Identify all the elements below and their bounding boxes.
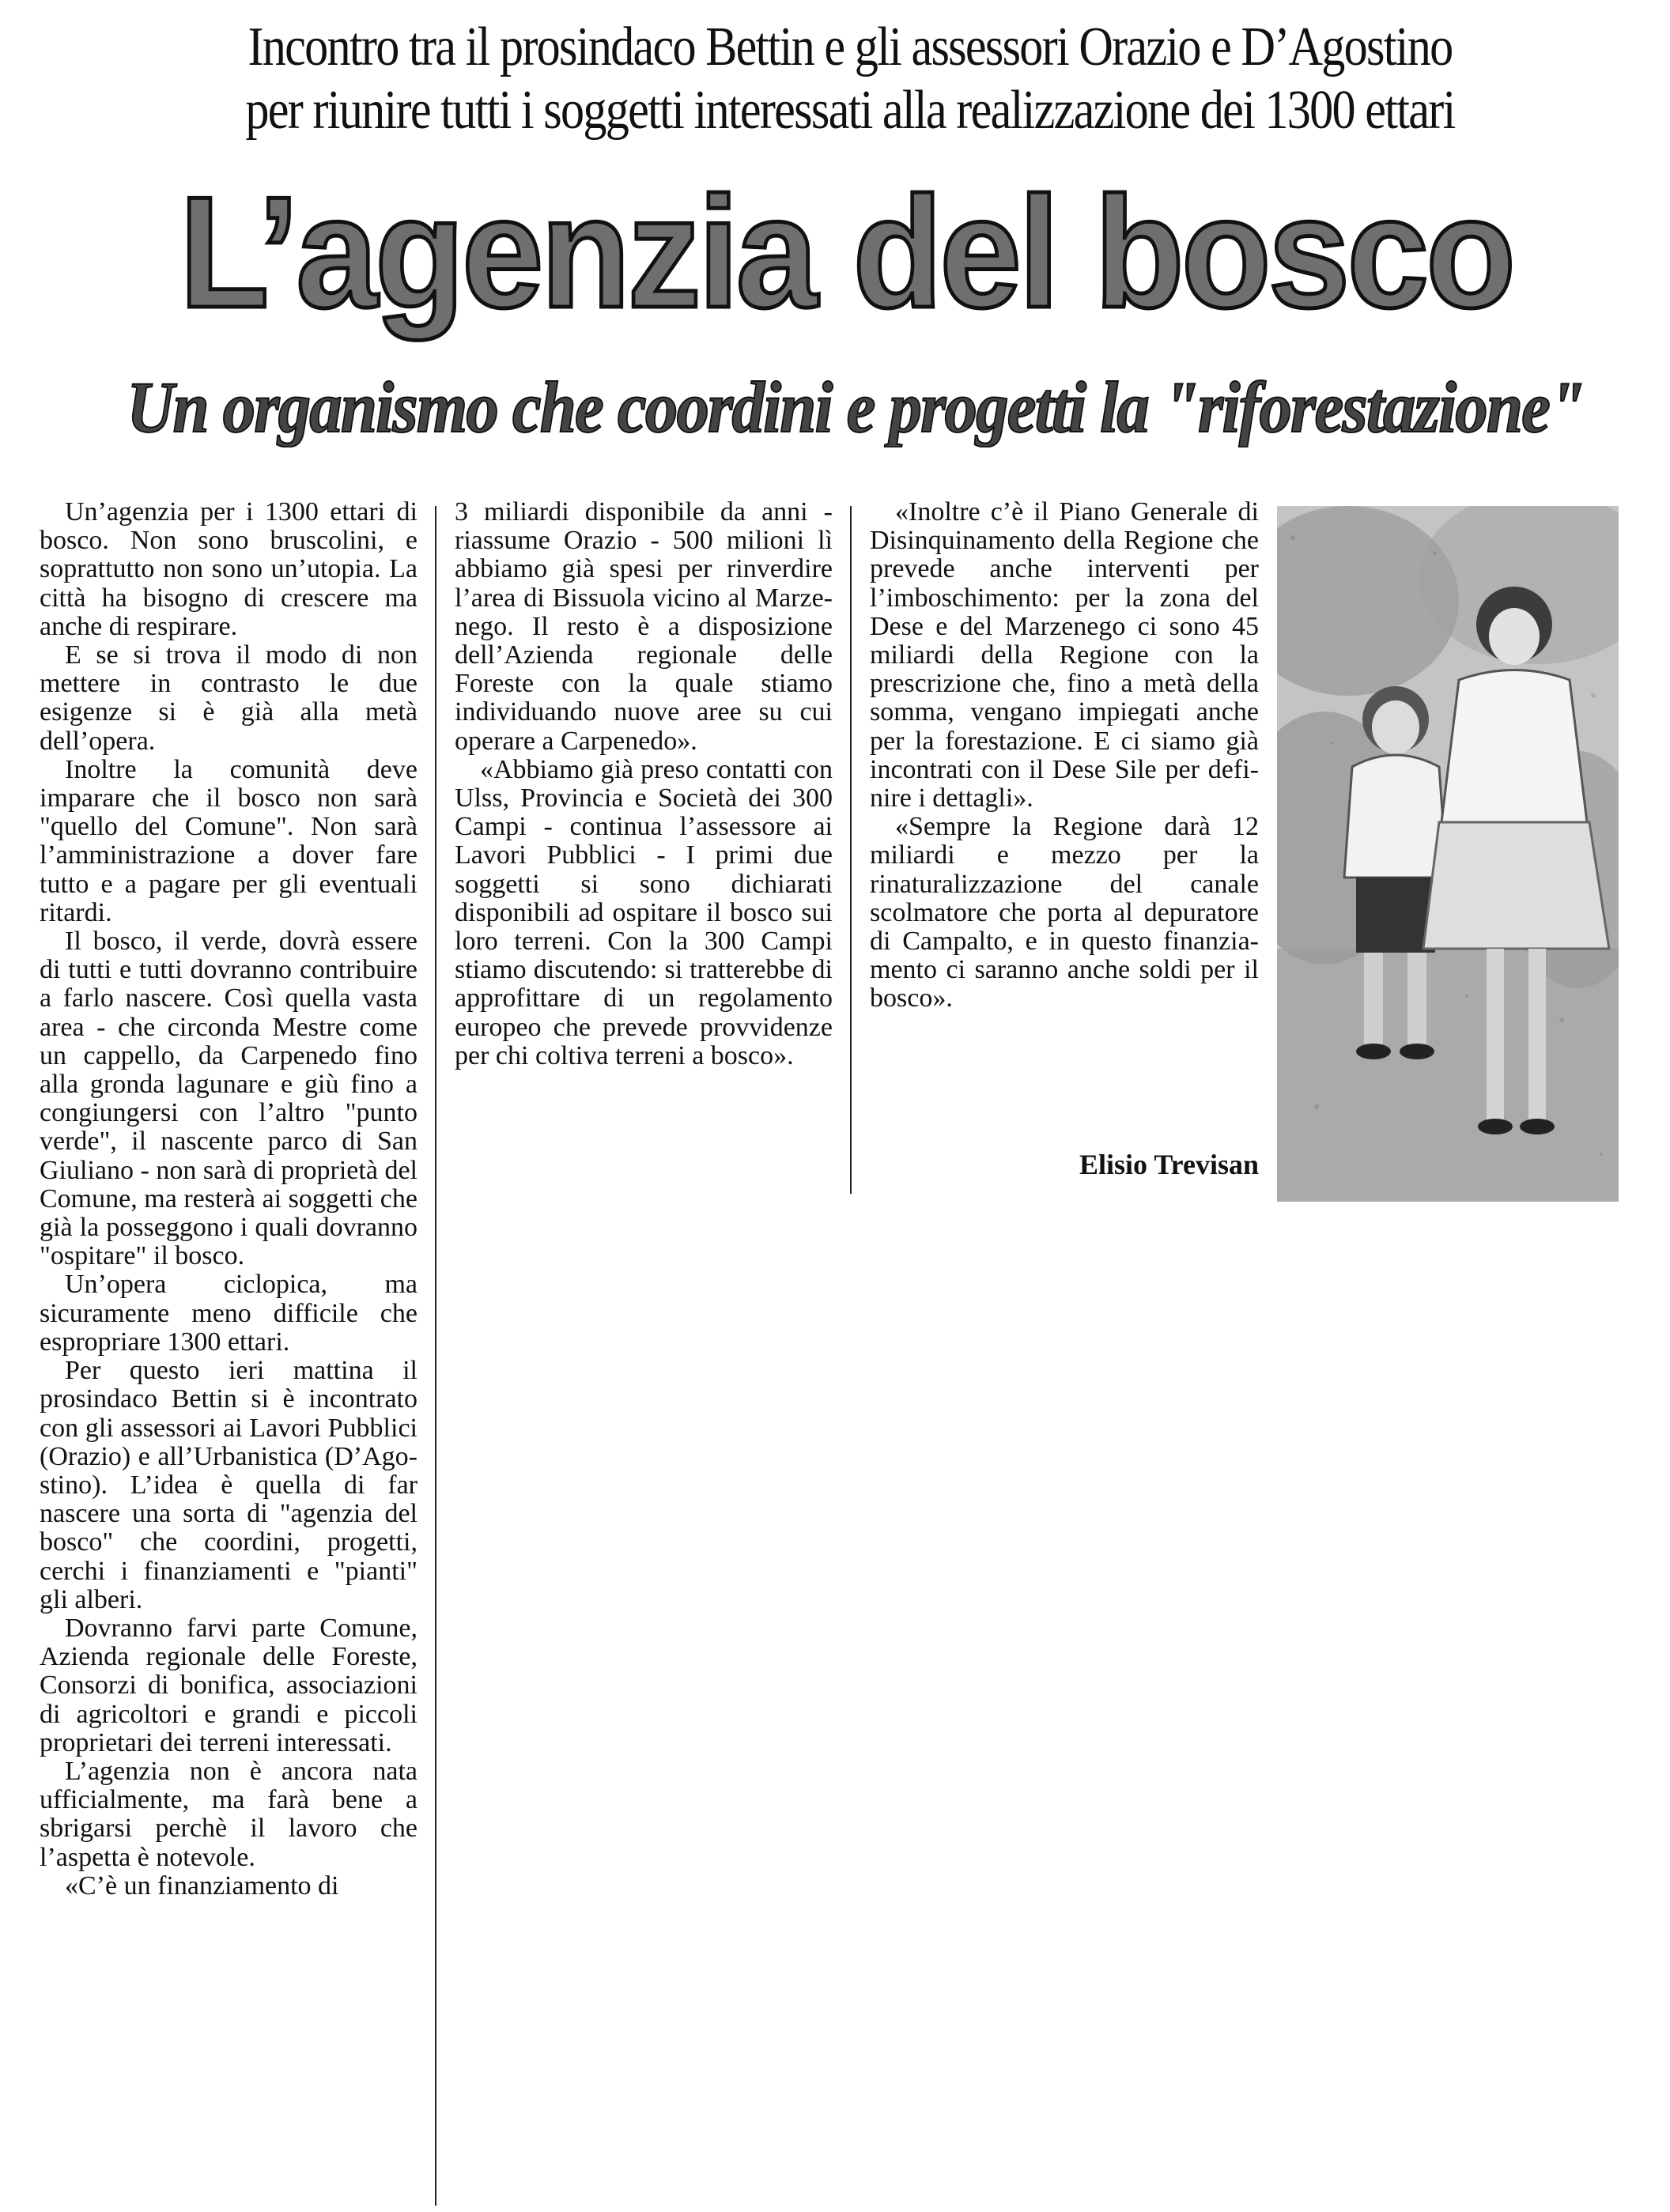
paragraph: L’agenzia non è ancora nata ufficialmente, ma farà bene a sbrigarsi perchè il lavoro che l’aspetta è notevole.	[40, 1756, 418, 1872]
article-column-2	[455, 498, 833, 1186]
photo-children-in-park	[1277, 506, 1619, 1202]
paragraph: «Inoltre c’è il Piano Generale di Disinquinamento della Regione che prevede anche interventi per l’imboschimento: per la zona del Dese e del Marzenego ci sono 45 miliardi della Regione con la prescrizione che, fino a metà della somma, vengano impiegati anche per la forestazione. E ci siamo già incontrati con il Dese Sile per definire i dettagli».	[870, 498, 1259, 813]
byline: Elisio Trevisan	[1079, 1149, 1259, 1180]
column-divider	[850, 506, 852, 1194]
paragraph: Un’agenzia per i 1300 ettari di bosco. Non sono bruscolini, e soprattutto non sono un’utopia. La città ha bisogno di crescere ma anche di respirare.	[40, 498, 418, 641]
paragraph: E se si trova il modo di non mettere in contrasto le due esigenze si è già alla metà dell’opera.	[40, 640, 418, 756]
paragraph: «Sempre la Regione darà 12 miliardi e mezzo per la rinaturalizzazione del canale scolmatore che porta al depuratore di Campalto, e in questo finanziamento ci saranno anche soldi per il bosco».	[870, 812, 1259, 1014]
paragraph: Dovranno farvi parte Comune, Azienda regionale delle Foreste, Consorzi di bonifica, associazioni di agricoltori e grandi e piccoli proprietari dei terreni interessati.	[40, 1613, 418, 1757]
paragraph: «C’è un finanziamento di	[65, 1870, 339, 1901]
paragraph: Per questo ieri mattina il prosindaco Bettin si è incontrato con gli assessori ai Lavori Pubblici (Orazio) e all’Urbanistica (D’Agostino). L’idea è quella di far nascere una sorta di "agenzia del bosco" che coordini, progetti, cerchi i finanziamenti e "pianti" gli alberi.	[40, 1356, 418, 1614]
paragraph: Un’opera ciclopica, ma sicuramente meno difficile che espropriare 1300 ettari.	[40, 1270, 418, 1357]
paragraph: Il bosco, il verde, dovrà essere di tutti e tutti dovranno contribuire a farlo nascere. Così quella vasta area - che circonda Mestre come un cappello, da Carpenedo fino alla gronda lagunare e giù fino a congiungersi con l’altro "punto verde", il nascente parco di San Giuliano - non sarà di proprietà del Comune, ma resterà ai soggetti che già la posseggono i quali dovranno "ospitare" il bosco.	[40, 927, 418, 1271]
paragraph: Inoltre la comunità deve imparare che il bosco non sarà "quello del Comune". Non sarà l’amministrazione a dover fare tutto e a pagare per gli eventuali ritardi.	[40, 754, 418, 927]
headline: L’agenzia del bosco	[179, 164, 1513, 341]
paragraph: «Abbiamo già preso contatti con Ulss, Provincia e Società dei 300 Campi - continua l’assessore ai Lavori Pubblici - I primi due soggetti si sono dichiarati disponibili ad ospitare il bosco sui loro terreni. Con la 300 Campi stiamo discutendo: si tratterebbe di approfittare di un regolamento europeo che prevede provvidenze per chi coltiva terreni a bosco».	[455, 754, 833, 1070]
kicker-line-1: Incontro tra il prosindaco Bettin e gli assessori Orazio e D’Agostino	[247, 17, 1453, 77]
article-column-3	[870, 498, 1259, 1206]
column-divider	[435, 506, 436, 2206]
article-column-1	[40, 498, 418, 2206]
subheadline: Un organismo che coordini e progetti la "riforestazione"	[127, 367, 1585, 447]
kicker-line-2: per riunire tutti i soggetti interessati alla realizzazione dei 1300 ettari	[245, 80, 1455, 141]
photo-illustration	[1277, 506, 1619, 1202]
paragraph: 3 miliardi disponibile da anni - riassume Orazio - 500 milioni lì abbiamo già spesi per rinverdire l’area di Bissuola vicino al Marzenego. Il resto è a disposizione dell’Azienda regionale delle Foreste con la quale stiamo individuando nuove aree su cui operare a Carpenedo».	[455, 498, 833, 756]
